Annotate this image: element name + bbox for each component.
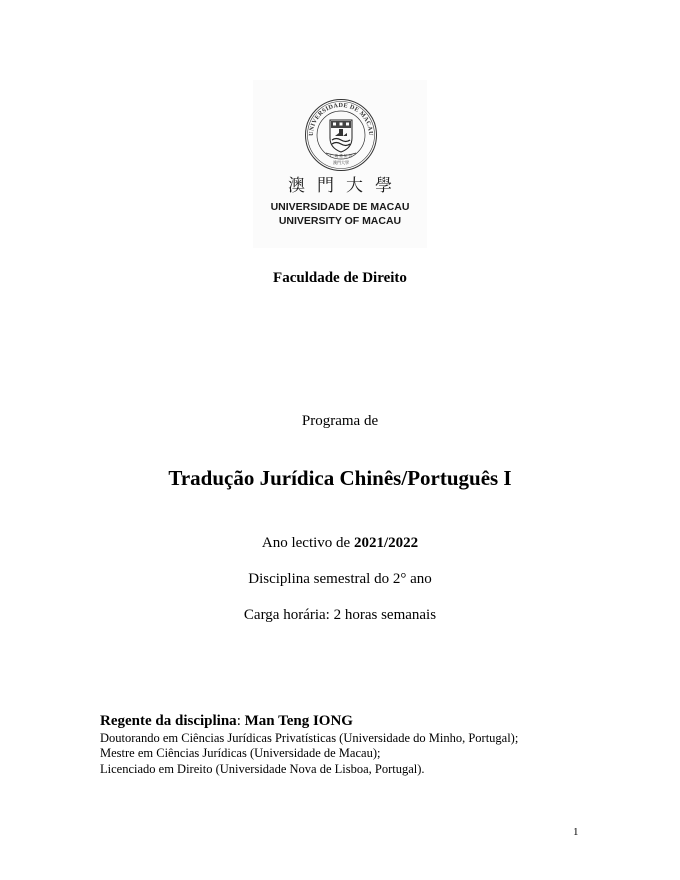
- weekly-hours: Carga horária: 2 horas semanais: [243, 607, 437, 623]
- course-lecturer: [100, 713, 353, 730]
- academic-year-label: Ano lectivo de: [261, 535, 354, 551]
- lecturer-credential: Licenciado em Direito (Universidade Nova de Lisboa, Portugal).: [100, 762, 425, 776]
- lecturer-credential: Mestre em Ciências Jurídicas (Universidade de Macau);: [100, 746, 381, 760]
- svg-text:UNIVERSIDADE DE MACAU: UNIVERSIDADE DE MACAU: [307, 101, 375, 137]
- lecturer-colon: :: [236, 713, 245, 729]
- course-title: Tradução Jurídica Chinês/Português I: [168, 466, 512, 490]
- lecturer-name: Man Teng IONG: [244, 713, 353, 729]
- academic-year: [0, 534, 680, 552]
- page-number: 1: [573, 826, 579, 838]
- lecturer-credential: Doutorando em Ciências Jurídicas Privatísticas (Universidade do Minho, Portugal);: [100, 731, 519, 745]
- svg-text:澳門大學: 澳門大學: [333, 160, 349, 165]
- semester-info: Disciplina semestral do 2° ano: [248, 571, 432, 587]
- programa-de-label: Programa de: [301, 413, 379, 429]
- svg-text:仁 義 禮 知 信: 仁 義 禮 知 信: [330, 154, 352, 158]
- academic-year-value: 2021/2022: [353, 535, 419, 551]
- logo-name-portuguese: UNIVERSIDADE DE MACAU: [270, 201, 410, 213]
- lecturer-label: Regente da disciplina: [100, 713, 237, 729]
- university-logo: [253, 80, 427, 248]
- university-seal-icon: [304, 98, 378, 172]
- logo-chinese-name: 澳門大學: [288, 176, 404, 196]
- faculty-heading: Faculdade de Direito: [273, 270, 407, 286]
- logo-name-english: UNIVERSITY OF MACAU: [278, 215, 402, 227]
